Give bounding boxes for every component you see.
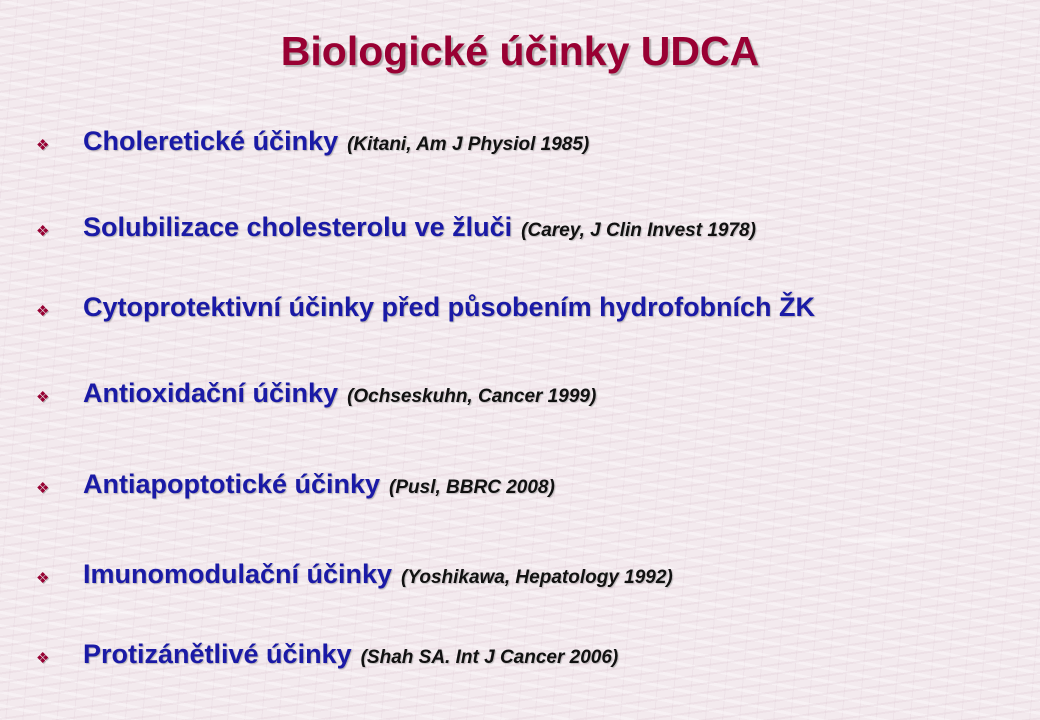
list-item — [36, 292, 815, 323]
diamond-bullet-icon: ❖ — [36, 480, 50, 497]
item-citation: (Pusl, BBRC 2008) — [389, 477, 555, 498]
list-item — [36, 378, 596, 409]
item-citation: (Yoshikawa, Hepatology 1992) — [401, 567, 673, 588]
item-citation: (Ochseskuhn, Cancer 1999) — [347, 386, 597, 407]
diamond-bullet-icon: ❖ — [36, 137, 50, 154]
item-text: Cytoprotektivní účinky před působením hydrofobních ŽK — [83, 292, 816, 322]
list-item — [36, 469, 555, 500]
diamond-bullet-icon: ❖ — [36, 650, 50, 667]
item-text: Antioxidační účinky — [83, 378, 339, 408]
diamond-bullet-icon: ❖ — [36, 303, 50, 320]
list-item — [36, 639, 618, 670]
item-text: Imunomodulační účinky — [83, 559, 393, 589]
diamond-bullet-icon: ❖ — [36, 389, 50, 406]
item-citation: (Carey, J Clin Invest 1978) — [521, 220, 756, 241]
slide-title: Biologické účinky UDCA — [280, 28, 760, 74]
diamond-bullet-icon: ❖ — [36, 223, 50, 240]
item-citation: (Kitani, Am J Physiol 1985) — [347, 134, 590, 155]
item-text: Protizánětlivé účinky — [83, 639, 352, 669]
item-text: Solubilizace cholesterolu ve žluči — [83, 212, 513, 242]
item-text: Antiapoptotické účinky — [83, 469, 381, 499]
list-item — [36, 212, 756, 243]
item-text: Choleretické účinky — [83, 126, 339, 156]
list-item — [36, 559, 673, 590]
diamond-bullet-icon: ❖ — [36, 570, 50, 587]
list-item — [36, 126, 589, 157]
item-citation: (Shah SA. Int J Cancer 2006) — [360, 647, 619, 668]
